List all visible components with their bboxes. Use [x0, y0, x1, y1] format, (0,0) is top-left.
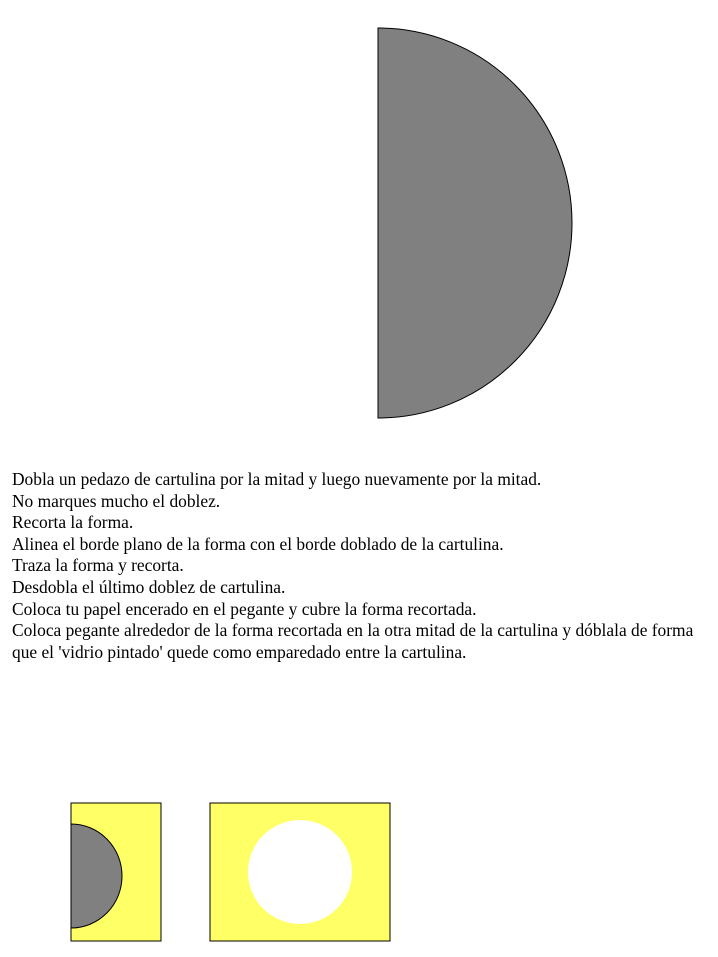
unfolded-card-with-cutout — [210, 803, 390, 941]
instruction-step-6: Desdobla el último doblez de cartulina. — [12, 576, 286, 597]
circle-cutout — [248, 820, 352, 924]
instructions-list — [12, 469, 712, 663]
instruction-step-3: Recorta la forma. — [12, 512, 134, 533]
instruction-step-1: Dobla un pedazo de cartulina por la mitad y luego nuevamente por la mitad. — [12, 469, 542, 489]
half-circle-template-diagram — [0, 0, 718, 440]
instruction-step-4: Alinea el borde plano de la forma con el borde doblado de la cartulina. — [12, 533, 504, 554]
folded-card-with-half-shape — [71, 803, 161, 941]
folded-cardstock-diagram — [0, 790, 718, 957]
instruction-step-7: Coloca tu papel encerado en el pegante y cubre la forma recortada. — [12, 598, 477, 619]
instruction-step-5: Traza la forma y recorta. — [12, 555, 184, 576]
instruction-step-8: Coloca pegante alrededor de la forma recortada en la otra mitad de la cartulina y dóblala de forma que el 'vidrio pintado' quede como emparedado entre la cartulina. — [12, 620, 694, 662]
half-circle-shape — [378, 28, 572, 418]
instruction-step-2: No marques mucho el doblez. — [12, 490, 221, 511]
